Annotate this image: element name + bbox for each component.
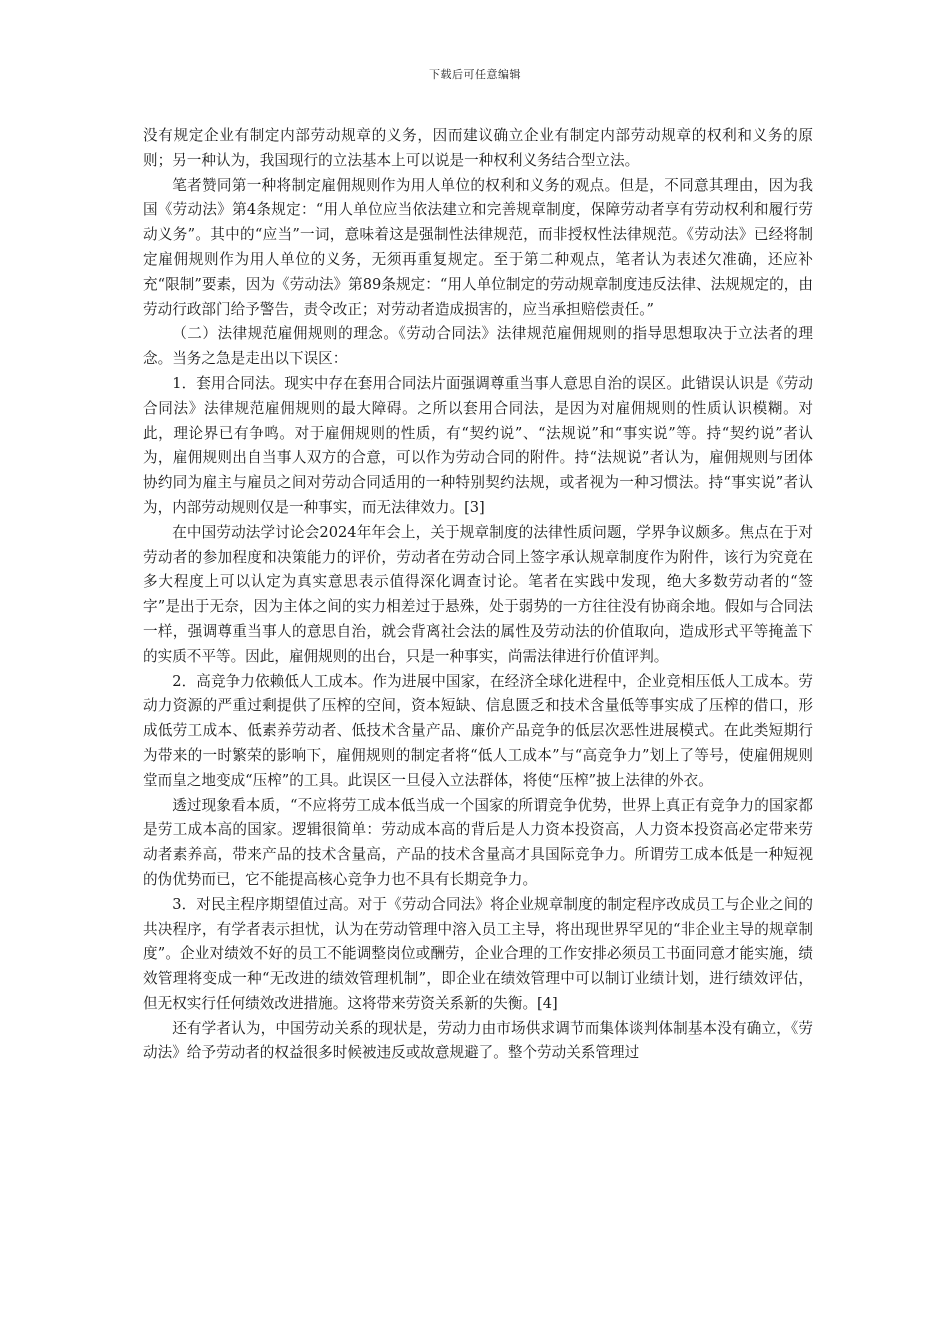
page-header: 下载后可任意编辑 bbox=[429, 68, 521, 81]
paragraph: （二）法律规范雇佣规则的理念。《劳动合同法》法律规范雇佣规则的指导思想取决于立法者的理念。当务之急是走出以下误区： bbox=[143, 325, 813, 368]
paragraph: 3．对民主程序期望值过高。对于《劳动合同法》将企业规章制度的制定程序改成员工与企业之间的共决程序，有学者表示担忧，认为在劳动管理中溶入员工主导，将出现世界罕见的“非企业主导的规章制度”。企业对绩效不好的员工不能调整岗位或酬劳，企业合理的工作安排必须员工书面同意才能实施，绩效管理将变成一种“无改进的绩效管理机制”，即企业在绩效管理中可以制订业绩计划，进行绩效评估，但无权实行任何绩效改进措施。这将带来劳资关系新的失衡。[4] bbox=[143, 895, 813, 1012]
paragraph: 2．高竞争力依赖低人工成本。作为进展中国家，在经济全球化进程中，企业竞相压低人工成本。劳动力资源的严重过剩提供了压榨的空间，资本短缺、信息匮乏和技术含量低等事实成了压榨的借口，形成低劳工成本、低素养劳动者、低技术含量产品、廉价产品竞争的低层次恶性进展模式。在此类短期行为带来的一时繁荣的影响下，雇佣规则的制定者将“低人工成本”与“高竞争力”划上了等号，使雇佣规则堂而皇之地变成“压榨”的工具。此误区一旦侵入立法群体，将使“压榨”披上法律的外衣。 bbox=[143, 672, 813, 789]
paragraph: 笔者赞同第一种将制定雇佣规则作为用人单位的权利和义务的观点。但是，不同意其理由，因为我国《劳动法》第4条规定：“用人单位应当依法建立和完善规章制度，保障劳动者享有劳动权利和履行劳动义务”。其中的“应当”一词，意味着这是强制性法律规范，而非授权性法律规范。《劳动法》已经将制定雇佣规则作为用人单位的义务，无须再重复规定。至于第二种观点，笔者认为表述欠准确，还应补充“限制”要素，因为《劳动法》第89条规定：“用人单位制定的劳动规章制度违反法律、法规规定的，由劳动行政部门给予警告，责令改正；对劳动者造成损害的，应当承担赔偿责任。” bbox=[143, 176, 813, 318]
paragraph: 还有学者认为，中国劳动关系的现状是，劳动力由市场供求调节而集体谈判体制基本没有确立，《劳动法》给予劳动者的权益很多时候被违反或故意规避了。整个劳动关系管理过 bbox=[143, 1019, 813, 1062]
paragraph: 1．套用合同法。现实中存在套用合同法片面强调尊重当事人意思自治的误区。此错误认识是《劳动合同法》法律规范雇佣规则的最大障碍。之所以套用合同法，是因为对雇佣规则的性质认识模糊。对此，理论界已有争鸣。对于雇佣规则的性质，有“契约说”、“法规说”和“事实说”等。持“契约说”者认为，雇佣规则出自当事人双方的合意，可以作为劳动合同的附件。持“法规说”者认为，雇佣规则与团体协约同为雇主与雇员之间对劳动合同适用的一种特别契约法规，或者视为一种习惯法。持“事实说”者认为，内部劳动规则仅是一种事实，而无法律效力。[3] bbox=[143, 374, 813, 516]
paragraph: 没有规定企业有制定内部劳动规章的义务，因而建议确立企业有制定内部劳动规章的权利和义务的原则；另一种认为，我国现行的立法基本上可以说是一种权利义务结合型立法。 bbox=[143, 127, 813, 169]
paragraph: 透过现象看本质，“不应将劳工成本低当成一个国家的所谓竞争优势，世界上真正有竞争力的国家都是劳工成本高的国家。逻辑很简单：劳动成本高的背后是人力资本投资高，人力资本投资高必定带来劳动者素养高，带来产品的技术含量高，产品的技术含量高才具国际竞争力。所谓劳工成本低是一种短视的伪优势而已，它不能提高核心竞争力也不具有长期竞争力。 bbox=[143, 796, 813, 888]
paragraph: 在中国劳动法学讨论会2024年年会上，关于规章制度的法律性质问题，学界争议颇多。焦点在于对劳动者的参加程度和决策能力的评价，劳动者在劳动合同上签字承认规章制度作为附件，该行为究竟在多大程度上可以认定为真实意思表示值得深化调查讨论。笔者在实践中发现，绝大多数劳动者的“签字”是出于无奈，因为主体之间的实力相差过于悬殊，处于弱势的一方往往没有协商余地。假如与合同法一样，强调尊重当事人的意思自治，就会背离社会法的属性及劳动法的价值取向，造成形式平等掩盖下的实质不平等。因此，雇佣规则的出台，只是一种事实，尚需法律进行价值评判。 bbox=[143, 523, 813, 665]
document-body bbox=[143, 124, 813, 1066]
